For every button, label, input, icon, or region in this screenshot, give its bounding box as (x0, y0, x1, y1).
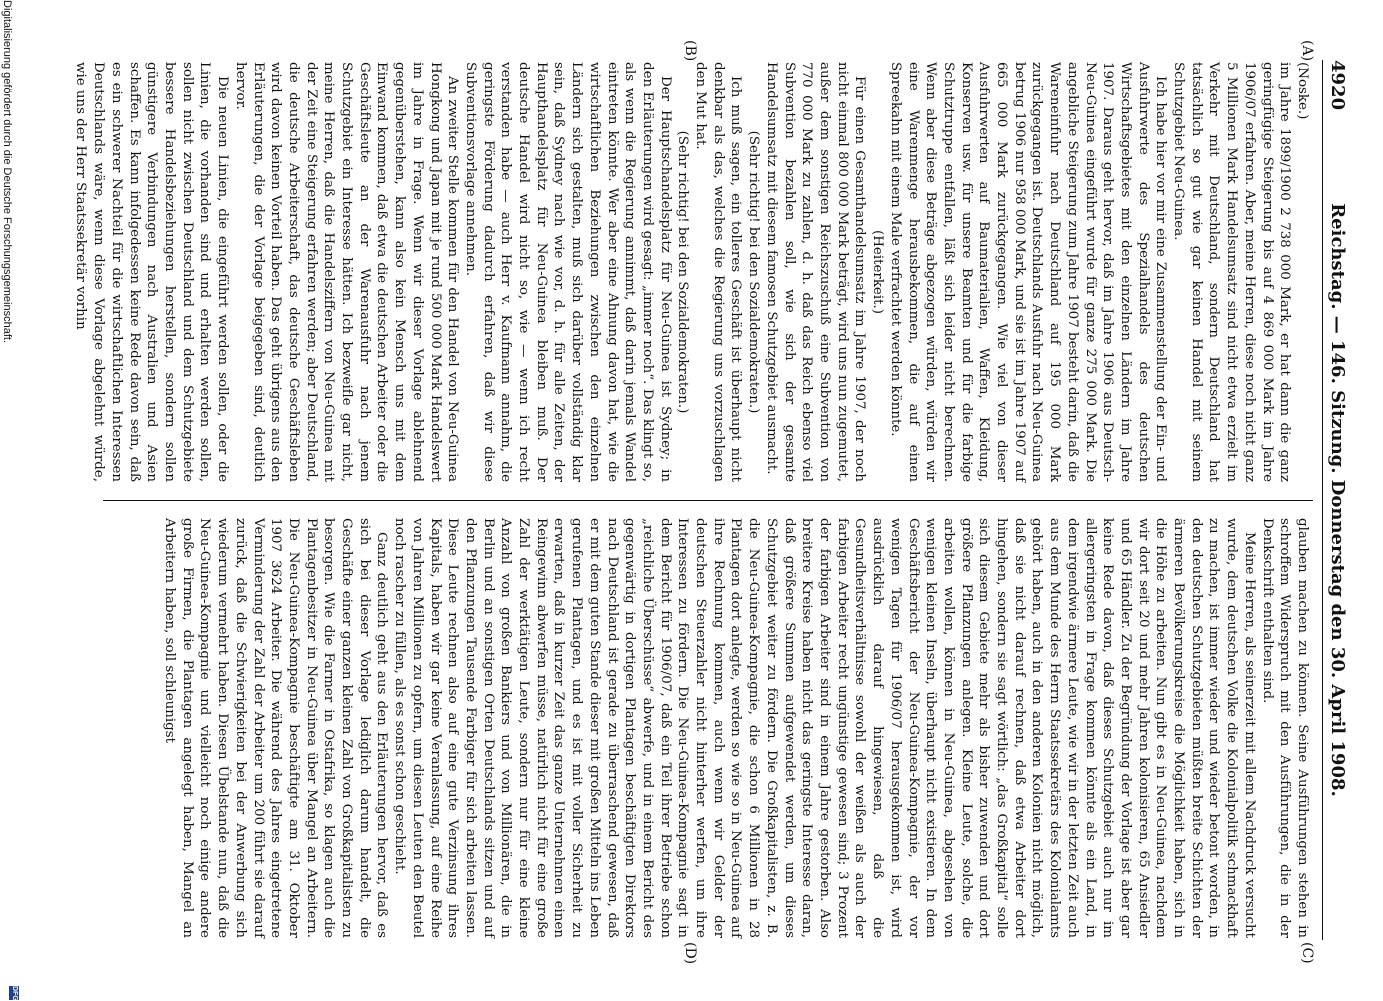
paragraph: Der Hauptschandelsplatz für Neu-Guinea ist Sydney; in den Erläuterungen wird gesagt: „immer noch“. Das klingt so, als wenn die Regierung annimmt, daß darin jemals Wandel eintreten könnte. Wer aber eine Ahnung davon hat, wie die wirtschaftlichen Beziehungen zwischen den einzelnen Ländern sich gestalten, muß sich darüber vollständig klar sein, daß Sydney nach wie vor, d. h. für alle Zeiten, der Haupthandelsplatz für Neu-Guinea bleiben muß. Der deutsche Handel wird nicht so, wie — wenn ich recht verstanden habe — auch Herr v. Kaufmann annahm, die geringste Förderung dadurch erfahren, daß wir diese Subventionsvorlage annehmen. (462, 62, 673, 482)
paragraph: An zweiter Stelle kommen für den Handel von Neu-Guinea Hongkong und Japan mit je rund 500 000 Mark Handelswert im Jahre in Frage. Wenn wir dieser Vorlage ablehnend gegenüberstehen, kann also kein Mensch uns mit dem Einwand kommen, daß etwa die deutschen Arbeiter oder die Geschäftsleute an der Warenausfuhr nach jenem Schutzgebiet ein Interesse hätten. Ich bezweifle gar nicht, meine Herren, daß die Handelsziffern von Neu-Guinea mit der Zeit eine Steigerung erfahren werden; aber Deutschland, die deutsche Arbeiterschaft, das deutsche Geschäftsleben wird davon keinen Vorteil haben. Das geht übrigens aus den Erläuterungen, die der Vorlage beigegeben sind, deutlich hervor. (232, 62, 461, 482)
paragraph: Ganz deutlich geht aus den Erläuterungen hervor, daß es sich bei dieser Vorlage lediglich darum handelt, die Geschäfte einer ganzen kleinen Zahl von Großkapitalisten zu besorgen. Wie die Farmer in Ostafrika, so klagen auch die Plantagenbesitzer in Neu-Guinea über Mangel an Arbeitern. Die Neu-Guinea-Kompagnie beschäftigte am 31. Oktober 1907 3624 Arbeiter. Die während des Jahres eingetretene Verminderung der Zahl der Arbeiter um 200 führt sie darauf zurück, daß die Schwierigkeiten bei der Anwerbung sich wiederum vermehrt haben. Diesen Übelstande nun, daß die Neu-Guinea-Kompagnie und vielleicht noch einige andere große Firmen, die Plantagen angelegt haben, Mangel an Arbeitern haben, soll schleunigst (162, 518, 390, 938)
right-column (111, 518, 1311, 938)
page-number: 4920 (1327, 60, 1348, 111)
interjection: (Sehr richtig! bei den Sozialdemokraten.) (746, 130, 762, 414)
left-column (73, 62, 1311, 482)
paragraph: glauben machen zu können. Seine Ausführungen stehen in schroffem Widerspruch mit den Ausführungen, die in der Denkschrift enthalten sind. (1259, 518, 1310, 938)
paragraph: Meine Herren, als seinerzeit mit allem Nachdruck versucht wurde, dem deutschen Volke die Kolonialpolitik schmackhaft zu machen, ist immer wieder und wieder betont worden, in den deutschen Schutzgebieten müßten breite Schichten der ärmeren Bevölkerungskreise die Möglichkeit haben, sich in die Höhe zu arbeiten. Nun gibt es in Neu-Guinea, nachdem wir dort seit 20 und mehr Jahren kolonisieren, 65 Ansiedler und 65 Händler. Zu der Begründung der Vorlage ist aber gar keine Rede davon, daß dieses Schutzgebiet auch nur im allergeringsten in Frage kommen könnte als ein Land, in dem irgendwie ärmere Leute, wie wir in der letzten Zeit auch aus dem Munde des Herrn Staatssekretärs des Kolonialamts gehört haben, auch in den anderen Kolonien nicht möglich, daß sie nicht darauf rechnen, daß etwa Arbeiter dort hingehen, sondern sie sagt wörtlich: „das Großkapital“ solle sich diesem Gebiete mehr als bisher zuwenden und dort größere Pflanzungen anlegen. Kleine Leute, solche, die arbeiten wollen, können in Neu-Guinea, abgesehen von wenigen kleinen Inseln, überhaupt nicht existieren. In dem Geschäftsbericht der Neu-Guinea-Kompagnie, der vor wenigen Tagen für 1906/07 herausgekommen ist, wird ausdrücklich darauf hingewiesen, daß die Gesundheitsverhältnisse sowohl der weißen als auch der farbigen Arbeiter recht ungünstige gewesen sind; 3 Prozent der farbigen Arbeiter sind in einem Jahre gestorben. Also breitere Kreise haben nicht das geringste Interesse daran, daß größere Summen aufgewendet werden, um dieses Schutzgebiet weiter zu fördern. Die Großkapitalisten, z. B. die Neu-Guinea-Kompagnie, die schon 6 Millionen in 28 Plantagen dort anlegte, werden so wie so in Neu-Guinea auf ihre Rechnung kommen, auch wenn wir Gelder der deutschen Steuerzahler nicht hinterher werfen, um ihre Interessen zu fördern. Die Neu-Guinea-Kompagnie sagt in dem Bericht für 1906/07, daß ein Teil ihrer Betriebe schon „reichliche Überschüsse“ abwerfe, und in einem Bericht des gegenwärtig in dortigen Plantagen beschäftigten Direktors nach Deutschland ist gerade zu überraschend gewesen, daß er mit dem guten Stande dieser mit großen Mitteln ins Leben gerufenen Plantagen, und es ist mit voller Sicherheit zu erwarten, daß in kurzer Zeit das ganze Unternehmen einen Reingewinn abwerfen müsse, natürlich nicht für eine große Zahl der werktätigen Leute, sondern nur für eine kleine Anzahl von großen Bankiers und von Millionären, die in Berlin und an sonstigen Orten Deutschlands sitzen und auf den Pflanzungen Tausende Farbiger für sich arbeiten lassen. Diese Leute rechnen also auf eine gute Verzinsung ihres Kapitals, haben wir gar keine Veranlassung, auf eine Reihe von Jahren Millionen zu opfern, um diesen Leuten den Beutel noch rascher zu füllen, als es sonst schon geschieht. (392, 518, 1257, 938)
paragraph: Ich habe hier vor mir eine Zusammenstellung der Ein- und Ausfuhrwerte des Spezialhandels des deutschen Wirtschaftsgebietes mit den einzelnen Ländern im Jahre 1907. Daraus geht hervor, daß im Jahre 1906 aus Deutsch-Neu-Guinea eingeführt wurde für ganze 275 000 Mark. Die angebliche Steigerung zum Jahre 1907 besteht darin, daß die Wareneinfuhr nach Deutschland auf 195 000 Mark zurückgegangen ist. Deutschlands Ausfuhr nach Neu-Guinea betrug 1906 nur 958 000 Mark, und sie ist im Jahre 1907 auf 665 000 Mark zurückgegangen. Wie viel von dieser Ausfuhrwerten auf Baumaterialien, Waffen, Kleidung, Konserven usw. für unsere Beamten und für die farbige Schutztruppe entfallen, läßt sich leider nicht berechnen. Wenn aber diese Beträge abgezogen würden, würden wir eine Warenmenge herausbekommen, die auf einen Spreekahn mit einem Male verfrachtet werden könnte. (887, 62, 1169, 482)
margin-marker-c: (C) (1299, 942, 1315, 964)
dfg-logo: DFG (11, 986, 18, 1001)
paragraph: im Jahre 1899/1900 2 738 000 Mark, er hat dann die ganz geringfügige Steigerung bis auf 4 869 000 Mark im Jahre 1906/07 erfahren. Aber, meine Herren, diese noch nicht ganz 5 Millionen Mark Handelsumsatz sind nicht etwa erzielt im Verkehr mit Deutschland, sondern Deutschland hat tatsächlich so gut wie gar keinen Handel mit seinem Schutzgebiet Neu-Guinea. (1171, 62, 1293, 482)
interjection: (Sehr richtig! bei den Sozialdemokraten.) (675, 130, 691, 414)
margin-marker-d: (D) (682, 942, 698, 965)
header-title: Reichstag. — 146. Sitzung. Donnerstag den 30. April 1908. (1327, 203, 1348, 797)
paragraph: Die neuen Linien, die eingeführt werden sollen, oder die Linien, die vorhanden sind und erhalten werden sollen, sollen nicht zwischen Deutschland und dem Schutzgebiete bessere Handelsbeziehungen herstellen, sondern sollen günstigere Verbindungen nach Australien und Asien schaffen. Es kann infolgedessen keine Rede davon sein, daß es ein schwerer Nachteil für die wirtschaftlichen Interessen Deutschlands wäre, wenn diese Vorlage abgelehnt würde, wie uns der Herr Staatssekretär vorhin (73, 62, 231, 482)
margin-marker-a: (A) (1299, 40, 1315, 62)
header-rule (1322, 60, 1323, 940)
funding-footer: Digitalisierung gefördert durch die Deutsche Forschungsgemeinschaft. (1, 0, 13, 344)
margin-marker-b: (B) (682, 40, 698, 62)
paragraph: Ich muß sagen, ein tolleres Geschäft ist überhaupt nicht denkbar als das, welches die Regierung uns vorzuschlagen den Mut hat. (693, 62, 744, 482)
speaker-name: (Noske.) (1295, 62, 1310, 120)
interjection: (Heiterkeit.) (870, 230, 886, 314)
column-divider (103, 500, 1313, 501)
paragraph: Für einen Gesamthandelsumsatz im Jahre 1907, der noch nicht einmal 800 000 Mark beträgt, wird uns nun zugemutet, außer dem sonstigen Reichszuschuß eine Subvention von 770 000 Mark zu zahlen, d. h. daß das Reich ebenso viel Subvention bezahlen soll, wie sich der gesamte Handelsumsatz mit diesem famosen Schutzgebiet ausmacht. (763, 62, 868, 482)
